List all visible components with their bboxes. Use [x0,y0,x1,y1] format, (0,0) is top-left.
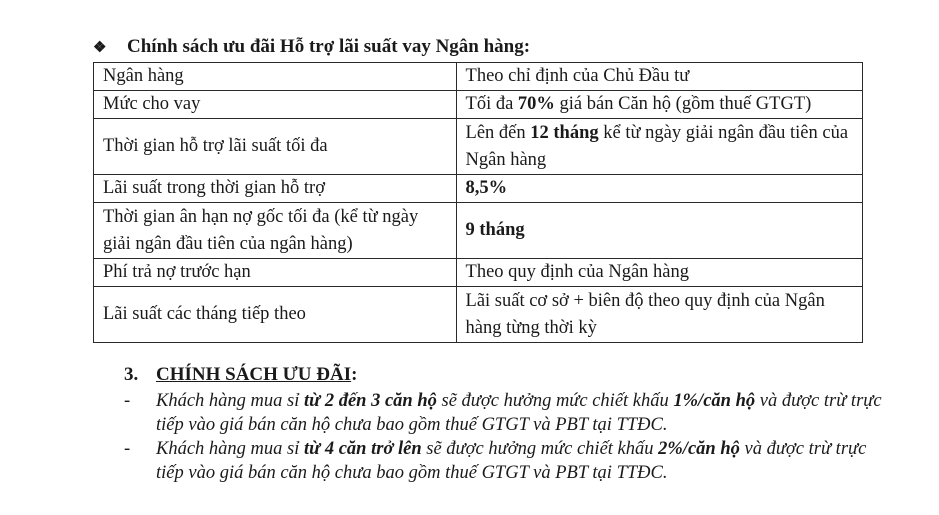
table-row [94,175,863,203]
discount-list [124,389,884,485]
table-row [94,63,863,91]
row-label: Phí trả nợ trước hạn [94,259,457,287]
section-number: 3. [124,364,139,385]
section-title: CHÍNH SÁCH ƯU ĐÃI [156,364,352,385]
row-label: Thời gian hỗ trợ lãi suất tối đa [94,119,457,175]
row-value: Theo chỉ định của Chủ Đầu tư [456,63,862,91]
row-value: 8,5% [456,175,862,203]
row-value: Lãi suất cơ sở + biên độ theo quy định của Ngân hàng từng thời kỳ [456,287,862,343]
table-row [94,91,863,119]
row-value: Theo quy định của Ngân hàng [456,259,862,287]
table-row [94,287,863,343]
table-row [94,119,863,175]
list-item: - Khách hàng mua sỉ từ 4 căn trở lên sẽ được hưởng mức chiết khấu 2%/căn hộ và được trừ trực tiếp vào giá bán căn hộ chưa bao gồm thuế GTGT và PBT tại TTĐC. [124,439,867,483]
row-label: Lãi suất các tháng tiếp theo [94,287,457,343]
dash-bullet-icon: - [124,391,131,411]
row-label: Mức cho vay [94,91,457,119]
row-label: Thời gian ân hạn nợ gốc tối đa (kể từ ngày giải ngân đầu tiên của ngân hàng) [94,203,457,259]
list-item: - Khách hàng mua sỉ từ 2 đến 3 căn hộ sẽ được hưởng mức chiết khấu 1%/căn hộ và được trừ trực tiếp vào giá bán căn hộ chưa bao gồm thuế GTGT và PBT tại TTĐC. [124,391,882,435]
section-heading: 3. CHÍNH SÁCH ƯU ĐÃI: [124,364,358,385]
dash-bullet-icon: - [124,439,131,459]
policy-heading-text: Chính sách ưu đãi Hỗ trợ lãi suất vay Ngân hàng: [127,36,531,57]
row-value: Lên đến 12 tháng kể từ ngày giải ngân đầu tiên của Ngân hàng [456,119,862,175]
row-label: Lãi suất trong thời gian hỗ trợ [94,175,457,203]
table-row [94,259,863,287]
row-value: Tối đa 70% giá bán Căn hộ (gồm thuế GTGT) [456,91,862,119]
row-value: 9 tháng [456,203,862,259]
diamond-bullet-icon: ❖ [93,40,107,56]
row-label: Ngân hàng [94,63,457,91]
policy-heading [93,36,530,58]
loan-support-table [93,62,863,343]
table-row [94,203,863,259]
